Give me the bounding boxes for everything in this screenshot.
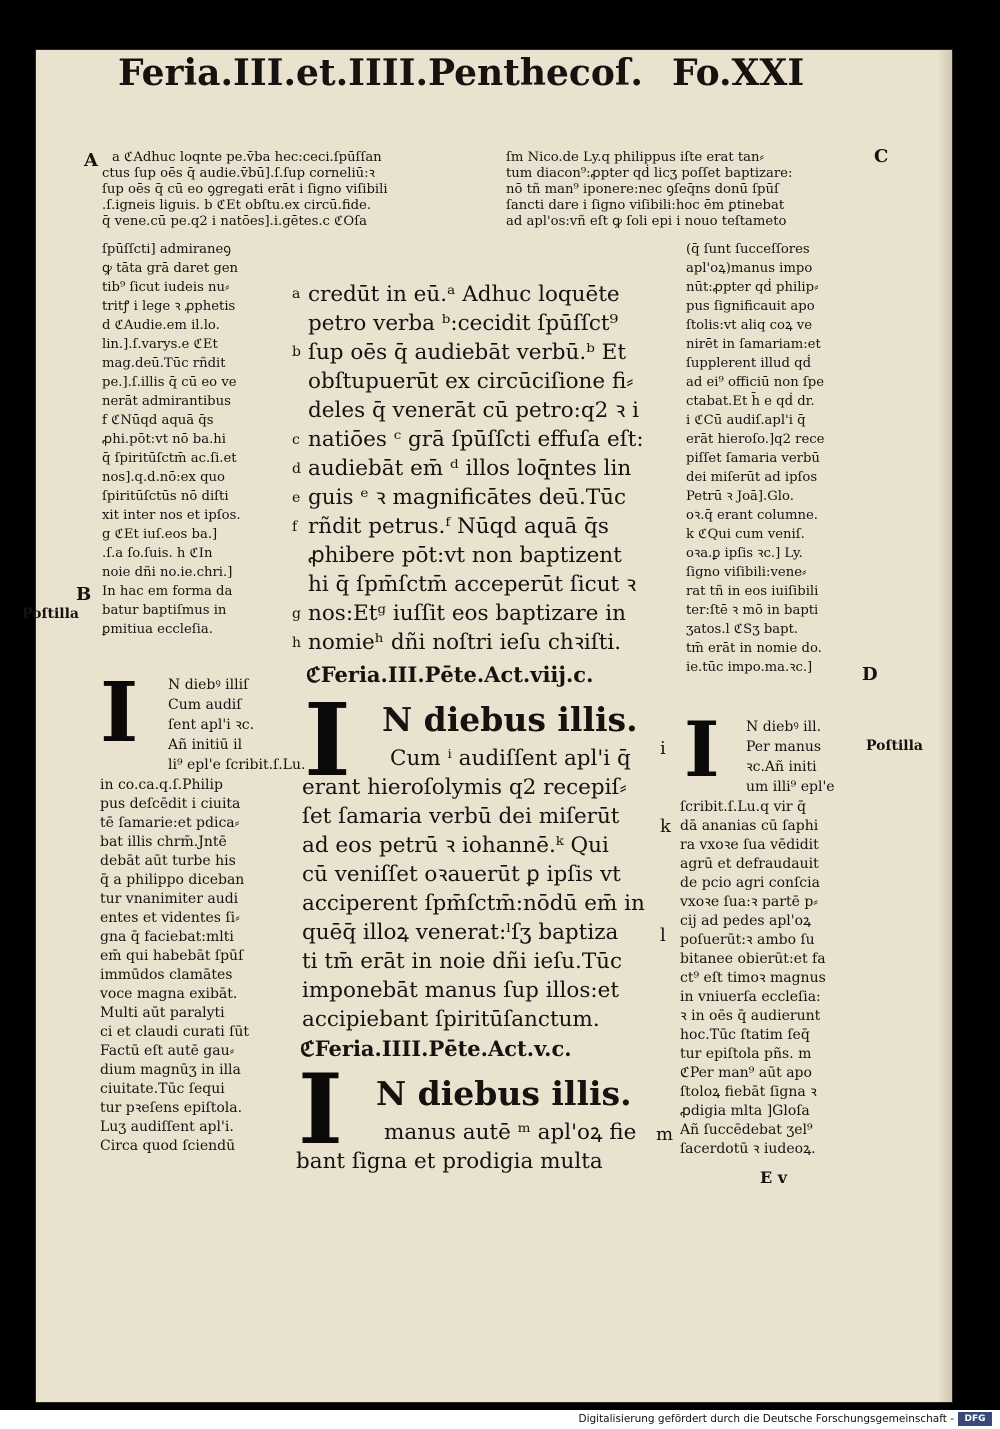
gloss-line: in co.ca.q.ſ.Philip (100, 777, 223, 793)
gloss-line: tib⁹ ſicut iudeis nu⸗ (102, 280, 230, 295)
text-line: deles q̄ venerāt cū petro:q2 ꝛ i (308, 398, 640, 423)
gloss-line: ꝓhi.pōt:vt nō ba.hi (102, 432, 227, 447)
gloss-line: q̄ vene.cū pe.q2 i natōes].i.gētes.c ℭOſa (102, 214, 367, 229)
gloss-line: nerāt admirantibus (102, 394, 231, 409)
gloss-line: ad apl'os:vñ eſt ꝙ ſoli epi i nouo teſtameto (506, 214, 787, 229)
signature-mark: E v (760, 1168, 788, 1187)
margin-note-k: k (660, 816, 671, 837)
gloss-line: mag.deū.Tūc rñdit (102, 356, 226, 371)
text-line: nomieʰ dñi noſtri ieſu chꝛiſti. (308, 630, 622, 655)
text-line: obſtupuerūt ex circūciſione fi⸗ (308, 369, 634, 394)
gloss-line: um illi⁹ epl'e (746, 779, 835, 795)
reference-letter: h (292, 635, 302, 651)
gloss-line: nos].q.d.nō:ex quo (102, 470, 225, 485)
margin-note-l: l (660, 925, 666, 946)
decorated-initial-right: I (684, 705, 720, 794)
gloss-line: f ℭNūqd aquā q̄s (102, 413, 214, 428)
text-line: ſet ſamaria verbū dei miſerūt (302, 804, 620, 829)
gloss-line: ꝑmitiua eccleſia. (102, 622, 213, 637)
postilla-label-left: Poſtilla (22, 606, 80, 622)
gloss-line: tritꝭ i lege ꝛ ꝓphetis (102, 299, 236, 314)
margin-letter-d: D (862, 664, 878, 685)
gloss-line: rat tñ in eos iuiſibili (686, 584, 819, 599)
reference-letter: a (292, 286, 301, 302)
gloss-line: pe.].ſ.illis q̄ cū eo ve (102, 375, 237, 390)
gloss-line: ꝛc.Añ initi (746, 759, 817, 775)
gloss-line: lin.].ſ.varys.e ℭEt (102, 337, 218, 352)
gloss-line: bitanee obierūt:et fa (680, 951, 826, 967)
text-line: nos:Etᵍ iuſſit eos baptizare in (308, 601, 626, 626)
gloss-line: g ℭEt iuſ.eos ba.] (102, 527, 218, 542)
gloss-line: debāt aūt turbe his (100, 853, 236, 869)
gloss-line: ſtoloꝝ fiebāt ſigna ꝛ (680, 1084, 817, 1100)
gloss-line: ctus ſup oēs q̄ audie.v̄bū].ſ.ſup corneliū:ꝛ (102, 166, 375, 181)
text-line: credūt in eū.ᵃ Adhuc loquēte (308, 282, 620, 307)
gloss-line: ꝓdigia mlta ]Gloſa (680, 1103, 810, 1119)
gloss-line: li⁹ epl'e ſcribit.ſ.Lu. (168, 757, 306, 773)
reference-letter: b (292, 344, 301, 360)
gloss-line: ꝛ in oēs q̄ audierunt (680, 1008, 821, 1024)
rubric-feria-iii: ℭFeria.III.Pēte.Act.viij.c. (306, 662, 594, 687)
gloss-line: ter:ſtē ꝛ mō in bapti (686, 603, 819, 618)
gloss-line: Cum audiſ (168, 697, 242, 713)
reference-letter: c (292, 432, 300, 448)
gloss-line: nō tñ man⁹ iponere:nec ꝯſeq̄ns donū ſpūſ (506, 182, 779, 197)
text-line: ti tm̄ erāt in noie dñi ieſu.Tūc (302, 949, 623, 974)
gloss-line: dā ananias cū ſaphi (680, 818, 819, 834)
text-line: hi q̄ ſpm̄ſctm̄ acceperūt ſicut ꝛ (308, 572, 637, 597)
gloss-line: q̄ a philippo diceban (100, 872, 245, 888)
gloss-line: agrū et defraudauit (680, 856, 819, 872)
footer-bar (0, 1410, 1000, 1429)
gloss-line: noie dñi no.ie.chri.] (102, 565, 233, 580)
margin-letter-c: C (874, 146, 889, 167)
gloss-line: dium magnūʒ in illa (100, 1062, 241, 1078)
gloss-line: vxoꝛe ſua:ꝛ partē p⸗ (680, 894, 818, 910)
running-header (0, 52, 1000, 100)
gloss-line: ad ei⁹ officiū non ſpe (686, 375, 825, 390)
gloss-line: Factū eſt autē gau⸗ (100, 1043, 235, 1059)
text-line: imponebāt manus ſup illos:et (302, 978, 619, 1003)
gloss-line: ſpūſſcti] admiraneꝯ (102, 242, 232, 257)
margin-note-i: i (660, 738, 666, 759)
decorated-initial-main-2: I (298, 1053, 343, 1166)
gloss-line: ʒatos.l ℭSʒ bapt. (686, 622, 799, 637)
gloss-line: Per manus (746, 739, 822, 755)
gloss-line: .ſ.igneis liguis. b ℭEt obſtu.ex circū.fide. (102, 198, 372, 213)
gloss-line: ſacerdotū ꝛ iudeoꝝ. (680, 1141, 816, 1157)
gloss-line: ſancti dare i ſigno viſibili:hoc ēm ꝑtinebat (506, 198, 785, 213)
text-line: Cum ⁱ audiſſent apl'i q̄ (390, 746, 631, 771)
margin-letter-b: B (76, 584, 92, 605)
gloss-line: Petrū ꝛ Joā].Glo. (686, 489, 794, 504)
text-line: erant hieroſolymis q2 recepiſ⸗ (302, 775, 627, 800)
gloss-line: entes et videntes ſi⸗ (100, 910, 240, 926)
text-line: bant ſigna et prodigia multa (296, 1149, 603, 1174)
decorated-initial-left: I (100, 665, 139, 761)
gloss-line: erāt hieroſo.]q2 rece (686, 432, 825, 447)
text-line: accipiebant ſpiritūſanctum. (302, 1007, 600, 1032)
gloss-line: tum diacon⁹:ꝓpter qḋ licʒ poſſet baptizare: (506, 166, 793, 181)
text-line: rñdit petrus.ᶠ Nūqd aquā q̄s (308, 514, 609, 539)
gloss-line: Luʒ audiſſent apl'i. (100, 1119, 234, 1135)
text-line: ad eos petrū ꝛ iohannē.ᵏ Qui (302, 833, 609, 858)
gloss-line: ſm Nico.de Ly.q philippus iſte erat tan⸗ (506, 150, 764, 165)
gloss-line: ℭPer man⁹ aūt apo (680, 1065, 812, 1081)
text-line: natiōes ᶜ grā ſpūſſcti effuſa eſt: (308, 427, 644, 452)
gloss-line: .ſ.a ſo.ſuis. h ℭIn (102, 546, 213, 561)
text-line: acciperent ſpm̄ſctm̄:nōdū em̄ in (302, 891, 645, 916)
page-edge (938, 50, 952, 1402)
gloss-line: piſſet ſamaria verbū (686, 451, 820, 466)
gloss-line: nirēt in ſamariam:et (686, 337, 821, 352)
reference-letter: g (292, 606, 301, 622)
gloss-line: ꝙ tāta grā daret gen (102, 261, 239, 276)
gloss-line: q̄ ſpiritūſctm̄ ac.ſi.et (102, 451, 237, 466)
text-line: audiebāt em̄ ᵈ illos loq̄ntes lin (308, 456, 632, 481)
gloss-line: Circa quod ſciendū (100, 1138, 236, 1154)
gloss-line: pus ſignificauit apo (686, 299, 815, 314)
text-line: cū veniſſet oꝛauerūt ꝑ ipſis vt (302, 862, 621, 887)
gloss-line: ſpiritūſctūs nō diſti (102, 489, 229, 504)
gloss-line: hoc.Tūc ſtatim ſeq̄ (680, 1027, 810, 1043)
incipit-heading: N diebus illis. (376, 1074, 632, 1113)
gloss-line: tur epiſtola pñs. m (680, 1046, 812, 1062)
gloss-line: nūt:ꝓpter qḋ philip⸗ (686, 280, 819, 295)
decorated-initial-main-1: I (304, 681, 351, 799)
gloss-line: (q̄ ſunt ſucceſſores (686, 242, 810, 257)
gloss-line: ſcribit.ſ.Lu.q vir q̄ (680, 799, 807, 815)
gloss-line: ciuitate.Tūc ſequi (100, 1081, 225, 1097)
gloss-line: In hac em forma da (102, 584, 233, 599)
gloss-line: ſupplerent illud qḋ (686, 356, 812, 371)
margin-note-m: m (656, 1124, 674, 1145)
running-title: Feria.III.et.IIII.Penthecoſ. (118, 52, 643, 94)
text-line: ſup oēs q̄ audiebāt verbū.ᵇ Et (308, 340, 626, 365)
gloss-line: immūdos clamātes (100, 967, 233, 983)
gloss-line: ſup oēs q̄ cū eo ꝯgregati erāt i ſigno viſibili (102, 182, 388, 197)
gloss-line: Añ initiū il (168, 737, 243, 753)
text-line: ꝓhibere pōt:vt non baptizent (308, 543, 622, 568)
gloss-line: poſuerūt:ꝛ ambo ſu (680, 932, 815, 948)
postilla-label-right: Poſtilla (866, 738, 924, 754)
gloss-line: tur vnanimiter audi (100, 891, 239, 907)
gloss-line: apl'oꝝ)manus impo (686, 261, 813, 276)
rubric-feria-iiii: ℭFeria.IIII.Pēte.Act.v.c. (300, 1036, 572, 1061)
gloss-line: em̄ qui habebāt ſpūſ (100, 948, 244, 964)
dfg-logo: DFG (958, 1412, 992, 1426)
gloss-line: i ℭCū audiſ.apl'i q̄ (686, 413, 806, 428)
gloss-line: ſent apl'i ꝛc. (168, 717, 255, 733)
gloss-line: gna q̄ faciebat:mlti (100, 929, 234, 945)
gloss-line: Multi aūt paralyti (100, 1005, 225, 1021)
gloss-line: dei miſerūt ad ipſos (686, 470, 818, 485)
gloss-line: N diebꝰ ill. (746, 719, 822, 735)
gloss-line: a ℭAdhuc loqnte pe.v̄ba hec:ceci.ſpūſſan (112, 150, 382, 165)
folio-number: Fo.XXI (672, 52, 805, 94)
gloss-line: cij ad pedes apl'oꝝ (680, 913, 812, 929)
text-line: petro verba ᵇ:cecidit ſpūſſct⁹ (308, 311, 619, 336)
gloss-line: tē ſamarie:et pdica⸗ (100, 815, 240, 831)
footer-credit: Digitalisierung gefördert durch die Deutsche Forschungsgemeinschaft - (578, 1413, 954, 1425)
gloss-line: xit inter nos et ipſos. (102, 508, 241, 523)
reference-letter: e (292, 490, 301, 506)
gloss-line: ie.tūc impo.ma.ꝛc.] (686, 660, 813, 675)
gloss-line: ra vxoꝛe ſua vēdidit (680, 837, 819, 853)
gloss-line: ci et claudi curati ſūt (100, 1024, 249, 1040)
gloss-line: bat illis chrm̄.Jntē (100, 834, 227, 850)
gloss-line: pus deſcēdit i ciuita (100, 796, 241, 812)
gloss-line: d ℭAudie.em il.lo. (102, 318, 220, 333)
gloss-line: oꝛ.q̄ erant columne. (686, 508, 819, 523)
gloss-line: tur pꝛeſens epiſtola. (100, 1100, 243, 1116)
gloss-line: Añ ſuccēdebat ʒel⁹ (680, 1122, 813, 1138)
gloss-line: de pcio agri conſcia (680, 875, 820, 891)
gloss-line: ſigno viſibili:vene⸗ (686, 565, 807, 580)
gloss-line: ſtolis:vt aliq coꝝ ve (686, 318, 813, 333)
text-line: quēq̄ illoꝝ venerat:ˡſʒ baptiza (302, 920, 619, 945)
margin-letter-a: A (84, 150, 98, 171)
reference-letter: f (292, 519, 298, 535)
gloss-line: k ℭQui cum veniſ. (686, 527, 805, 542)
text-line: manus autē ᵐ apl'oꝝ fie (384, 1120, 637, 1145)
gloss-line: ct⁹ eſt timoꝛ magnus (680, 970, 826, 986)
gloss-line: ctabat.Et h̄ e qḋ dr. (686, 394, 815, 409)
incipit-heading: N diebus illis. (382, 700, 638, 739)
gloss-line: tm̄ erāt in nomie do. (686, 641, 822, 656)
gloss-line: batur baptiſmus in (102, 603, 227, 618)
gloss-line: oꝛa.ꝑ ipſis ꝛc.] Ly. (686, 546, 803, 561)
gloss-line: N diebꝰ illiſ (168, 677, 249, 693)
gloss-line: voce magna exibāt. (100, 986, 238, 1002)
reference-letter: d (292, 461, 301, 477)
gloss-line: in vniuerſa eccleſia: (680, 989, 821, 1005)
text-line: guis ᵉ ꝛ magnificātes deū.Tūc (308, 485, 627, 510)
